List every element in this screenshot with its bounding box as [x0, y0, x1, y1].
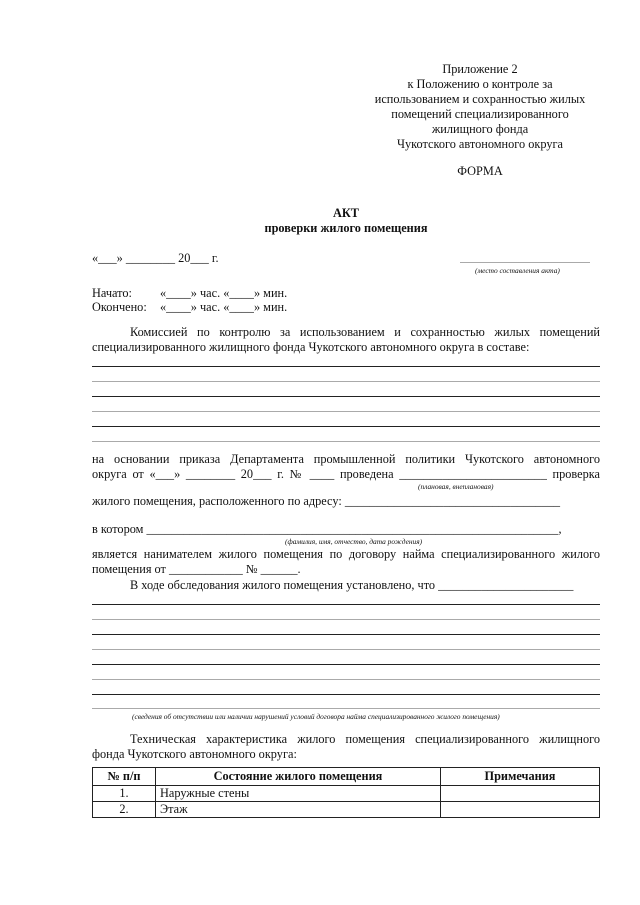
tech-table — [92, 767, 600, 818]
row-num: 2. — [93, 802, 156, 818]
blank-line — [92, 366, 600, 367]
para1-line2: специализированного жилищного фонда Чукотского автономного округа в составе: — [92, 340, 530, 354]
para2-line1: на основании приказа Департамента промышленной политики Чукотского автономного — [92, 452, 600, 466]
blank-line — [92, 426, 600, 427]
table-header-row — [93, 768, 600, 786]
in-which-line: в котором ___________________________________________________________________, — [92, 522, 562, 536]
appendix-line-3: использованием и сохранностью жилых — [374, 92, 586, 106]
table-row — [93, 786, 600, 802]
place-caption: (место составления акта) — [475, 266, 560, 275]
person-caption: (фамилия, имя, отчество, дата рождения) — [285, 537, 423, 546]
para5-line1: Техническая характеристика жилого помещения специализированного жилищного — [130, 732, 600, 746]
appendix-line-6: Чукотского автономного округа — [397, 137, 563, 151]
blank-line — [92, 694, 600, 695]
blank-line — [92, 634, 600, 635]
col-header-state: Состояние жилого помещения — [156, 768, 441, 786]
document-title: АКТ — [333, 206, 359, 220]
blank-line — [92, 619, 600, 620]
blank-line — [92, 664, 600, 665]
appendix-line-5: жилищного фонда — [431, 122, 529, 136]
appendix-line-1: Приложение 2 — [442, 62, 518, 76]
para5-line2: фонда Чукотского автономного округа: — [92, 747, 297, 761]
row-num: 1. — [93, 786, 156, 802]
blank-line — [92, 411, 600, 412]
form-label: ФОРМА — [457, 164, 503, 178]
blank-line — [92, 441, 600, 442]
place-line — [460, 262, 590, 263]
date-field: «___» ________ 20___ г. — [92, 251, 219, 265]
end-label: Окончено: — [92, 300, 147, 314]
violations-caption: (сведения об отсутствии или наличии нарушений условий договора найма специализированного жилого помещения) — [132, 712, 500, 721]
para1-line1: Комиссией по контролю за использованием и сохранностью жилых помещений — [130, 325, 600, 339]
para4: В ходе обследования жилого помещения установлено, что ______________________ — [130, 578, 574, 592]
col-header-notes: Примечания — [441, 768, 600, 786]
document-subtitle: проверки жилого помещения — [264, 221, 428, 235]
start-value: «____» час. «____» мин. — [160, 286, 288, 300]
blank-line — [92, 649, 600, 650]
row-note — [441, 802, 600, 818]
row-name: Наружные стены — [156, 786, 441, 802]
para3-line1: является нанимателем жилого помещения по договору найма специализированного жилого — [92, 547, 600, 561]
para2-line3: жилого помещения, расположенного по адресу: ___________________________________ — [92, 494, 561, 508]
check-type-caption: (плановая, внеплановая) — [418, 482, 494, 491]
para2-line2: округа от «___» ________ 20___ г. № ____ проведена ________________________ проверка — [92, 467, 600, 481]
blank-line — [92, 679, 600, 680]
blank-line — [92, 604, 600, 605]
blank-line — [92, 396, 600, 397]
blank-line — [92, 708, 600, 709]
blank-line — [92, 381, 600, 382]
row-note — [441, 786, 600, 802]
table-row — [93, 802, 600, 818]
start-label: Начато: — [92, 286, 132, 300]
col-header-num: № п/п — [93, 768, 156, 786]
row-name: Этаж — [156, 802, 441, 818]
appendix-line-4: помещений специализированного — [391, 107, 569, 121]
appendix-line-2: к Положению о контроле за — [407, 77, 553, 91]
end-value: «____» час. «____» мин. — [160, 300, 288, 314]
para3-line2: помещения от ____________ № ______. — [92, 562, 301, 576]
